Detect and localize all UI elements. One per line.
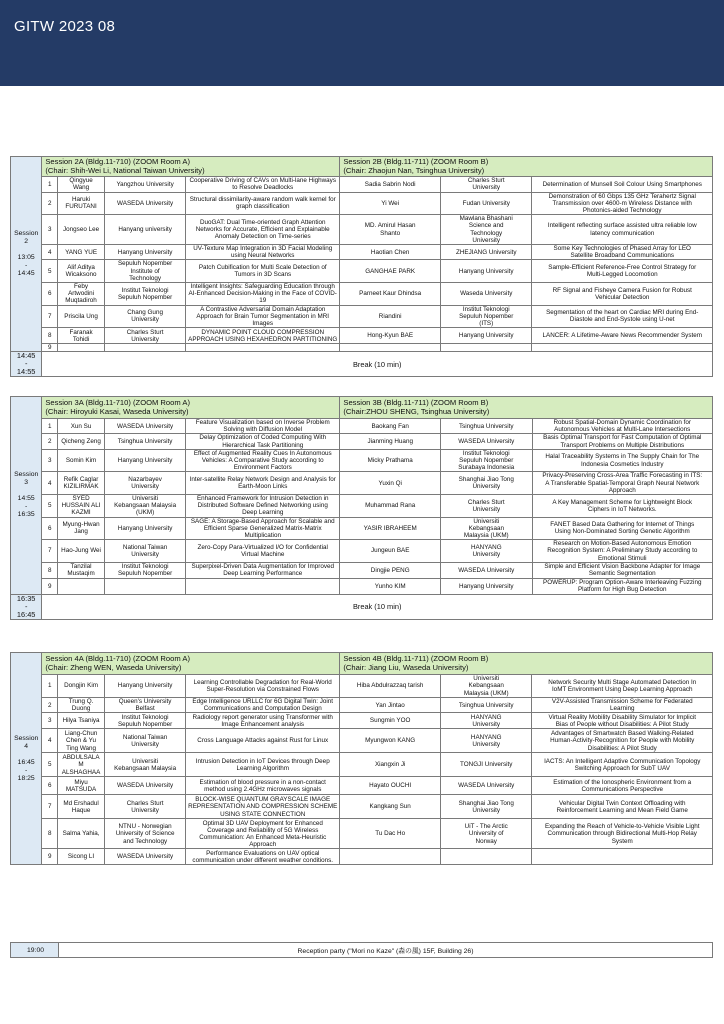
a-paper-title: Enhanced Framework for Intrusion Detection in Distributed Software Defined Networking using Deep Learning	[186, 495, 340, 518]
paper-number: 8	[42, 562, 58, 578]
b-affiliation: Institut Teknologi Sepuluh Nopember Surabaya Indonesia	[441, 449, 533, 472]
a-affiliation: Institut Teknologi Sepuluh Nopember	[105, 713, 186, 729]
b-affiliation: Institut Teknologi Sepuluh Nopember (ITS)	[440, 305, 532, 328]
session-time-label: Session 3 14:55 - 16:35	[11, 397, 42, 595]
b-paper-title: Determination of Munsell Soil Colour Using Smartphones	[532, 177, 713, 192]
a-affiliation: NTNU - Norwegian University of Science and Technology	[105, 819, 186, 849]
table-row	[11, 495, 713, 518]
a-author: Tanzilal Mustaqim	[58, 562, 105, 578]
b-paper-title: Estimation of the Ionospheric Environment from a Communications Perspective	[532, 777, 713, 795]
b-affiliation: Shanghai Jiao Tong University	[440, 795, 532, 819]
session-block-4	[10, 652, 713, 865]
a-paper-title: Effect of Augmented Reality Cues In Autonomous Vehicles: A Comparative Study according to Environment Factors	[186, 449, 340, 472]
b-paper-title: Research on Motion-Based Autonomous Emotion Recognition System: A Preliminary Study according to Emotional Stimuli	[532, 540, 712, 563]
break-label: Break (10 min)	[42, 594, 713, 619]
a-paper-title: Optimal 3D UAV Deployment for Enhanced Coverage and Reliability of 5G Wireless Communication: An Enhanced Meta-Heuristic Approach	[186, 819, 340, 849]
b-author: Hong-Kyun BAE	[340, 328, 441, 344]
session-b-header: Session 3B (Bldg.11-711) (ZOOM Room B) (Chair:ZHOU SHENG, Tsinghua University)	[340, 397, 713, 419]
paper-number: 9	[42, 849, 58, 865]
page-title: GITW 2023 08	[14, 18, 116, 35]
a-affiliation: Hanyang university	[105, 215, 186, 245]
a-author: Dongjin Kim	[58, 675, 105, 698]
b-author: Sungmin YOO	[340, 713, 441, 729]
b-author: Micky Prathama	[340, 449, 441, 472]
table-row	[11, 260, 713, 283]
break-time: 16:35 - 16:45	[11, 594, 42, 619]
reception-text: Reception party ("Mori no Kaze" (森の風) 15F, Building 26)	[59, 943, 713, 958]
paper-number: 5	[42, 495, 58, 518]
paper-number: 3	[42, 713, 58, 729]
a-paper-title: Intelligent Insights: Safeguarding Education through AI-Enhanced Decision-Making in the Face of COVID- 19	[186, 283, 340, 306]
a-author: Myung-Hwan Jang	[58, 517, 105, 540]
a-affiliation: Queen's University Belfast	[105, 698, 186, 713]
b-affiliation: Charles Sturt University	[441, 495, 533, 518]
b-affiliation: HANYANG University	[440, 713, 532, 729]
break-label: Break (10 min)	[42, 352, 713, 377]
table-row	[11, 753, 713, 777]
table-row	[11, 305, 713, 328]
table-row	[11, 419, 713, 434]
a-author: ABDULSALA M ALSHAGHAA	[58, 753, 105, 777]
b-paper-title: Virtual Reality Mobility Disability Simulator for Implicit Bias of People without Disabilities: A Pilot Study	[532, 713, 713, 729]
b-paper-title: Advantages of Smartwatch Based Walking-Related Human-Activity-Recognition for People with Mobility Disabilities: A Pilot Study	[532, 729, 713, 753]
paper-number: 9	[42, 578, 58, 594]
a-author: Xun Su	[58, 419, 105, 434]
b-author: Baokang Fan	[340, 419, 441, 434]
a-paper-title: Edge Intelligence URLLC for 6G Digital Twin: Joint Communications and Computation Design	[186, 698, 340, 713]
a-affiliation: Chang Gung University	[105, 305, 186, 328]
table-row	[11, 344, 713, 352]
a-author: Feby Artwodini Muqtadiroh	[58, 283, 105, 306]
b-author: Dingjie PENG	[340, 562, 441, 578]
b-paper-title: POWERUP: Program Option-Aware Interleaving Fuzzing Platform for High Bug Detection	[532, 578, 712, 594]
a-paper-title	[186, 344, 340, 352]
a-paper-title: Delay Optimization of Coded Computing With Hierarchical Task Partitioning	[186, 434, 340, 449]
b-author: MD. Amirul Hasan Shanto	[340, 215, 441, 245]
a-author: Salma Yahia,	[58, 819, 105, 849]
b-author: Yuxin Qi	[340, 472, 441, 495]
b-author	[340, 849, 441, 865]
b-author: Haotian Chen	[340, 245, 441, 260]
a-affiliation: Hanyang University	[105, 517, 186, 540]
table-row	[11, 472, 713, 495]
a-paper-title: Performance Evaluations on UAV optical communication under different weather conditions.	[186, 849, 340, 865]
session-b-header: Session 4B (Bldg.11-711) (ZOOM Room B) (Chair: Jiang Liu, Waseda University)	[340, 653, 713, 675]
b-author: Riandini	[340, 305, 441, 328]
a-affiliation: National Taiwan University	[105, 540, 186, 563]
a-author	[58, 578, 105, 594]
b-affiliation: Hanyang University	[441, 578, 533, 594]
table-row	[11, 540, 713, 563]
b-author: Yan Jintao	[340, 698, 441, 713]
a-author: Alif Aditya Wicaksono	[58, 260, 105, 283]
paper-number: 6	[42, 777, 58, 795]
table-row	[11, 562, 713, 578]
table-row	[11, 675, 713, 698]
a-paper-title: UV-Texture Map Integration in 3D Facial Modeling using Neural Networks	[186, 245, 340, 260]
table-row	[11, 819, 713, 849]
b-paper-title: Basis Optimal Transport for Fast Computation of Optimal Transport Problems on Multiple Distributions	[532, 434, 712, 449]
a-affiliation: Nazarbayev University	[105, 472, 186, 495]
reception-row	[10, 942, 713, 958]
b-affiliation: Fudan University	[440, 192, 532, 215]
a-author: SYED HUSSAIN ALI KAZMI	[58, 495, 105, 518]
b-affiliation: TONGJI University	[440, 753, 532, 777]
paper-number: 8	[42, 819, 58, 849]
b-affiliation: Tsinghua University	[440, 698, 532, 713]
b-author: Hiba Abdulrazzaq tarish	[340, 675, 441, 698]
paper-number: 2	[42, 192, 58, 215]
a-affiliation	[105, 578, 186, 594]
b-paper-title: RF Signal and Fisheye Camera Fusion for Robust Vehicular Detection	[532, 283, 713, 306]
a-paper-title: DuoGAT: Dual Time-oriented Graph Attention Networks for Accurate, Efficient and Explainable Anomaly Detection on Time-series	[186, 215, 340, 245]
paper-number: 3	[42, 215, 58, 245]
break-row	[11, 594, 713, 619]
b-paper-title: A Key Management Scheme for Lightweight Block Ciphers in IoT Networks.	[532, 495, 712, 518]
reception-time: 19:00	[11, 943, 59, 958]
session-block-2	[10, 156, 713, 377]
a-paper-title: Inter-satellite Relay Network Design and Analysis for Earth-Moon Links	[186, 472, 340, 495]
b-paper-title: Simple and Efficient Vision Backbone Adapter for Image Semantic Segmentation	[532, 562, 712, 578]
b-author: Yunho KIM	[340, 578, 441, 594]
b-paper-title: V2V-Assisted Transmission Scheme for Federated Learning	[532, 698, 713, 713]
paper-number: 9	[42, 344, 58, 352]
a-affiliation	[105, 344, 186, 352]
paper-number: 5	[42, 260, 58, 283]
table-row	[11, 517, 713, 540]
b-author: GANGHAE PARK	[340, 260, 441, 283]
a-paper-title: Structural dissimilarity-aware random walk kernel for graph classification	[186, 192, 340, 215]
b-paper-title: Intelligent reflecting surface assisted ultra reliable low latency communication	[532, 215, 713, 245]
b-affiliation: Waseda University	[440, 283, 532, 306]
a-affiliation: Hanyang University	[105, 449, 186, 472]
a-affiliation: Institut Teknologi Sepuluh Nopember	[105, 562, 186, 578]
table-row	[11, 283, 713, 306]
a-affiliation: Yangzhou University	[105, 177, 186, 192]
a-author: Priscila Ung	[58, 305, 105, 328]
paper-number: 1	[42, 177, 58, 192]
session-a-header: Session 2A (Bldg.11-710) (ZOOM Room A) (Chair: Shih-Wei Li, National Taiwan University)	[42, 157, 340, 177]
session-block-3	[10, 396, 713, 620]
b-paper-title: LANCER: A Lifetime-Aware News Recommender System	[532, 328, 713, 344]
b-author: Kangkang Sun	[340, 795, 441, 819]
a-affiliation: National Taiwan University	[105, 729, 186, 753]
session-time-label: Session 2 13:05 - 14:45	[11, 157, 42, 352]
paper-number: 6	[42, 517, 58, 540]
a-affiliation: Charles Sturt University	[105, 795, 186, 819]
b-author: Yi Wei	[340, 192, 441, 215]
b-paper-title: Sample-Efficient Reference-Free Control Strategy for Multi-Legged Locomotion	[532, 260, 713, 283]
a-author: Haruki FURUTANI	[58, 192, 105, 215]
a-affiliation: Hanyang University	[105, 245, 186, 260]
table-row	[11, 192, 713, 215]
a-paper-title: Patch Cubification for Multi Scale Detection of Tumors in 3D Scans	[186, 260, 340, 283]
b-affiliation: ZHEJIANG University	[440, 245, 532, 260]
b-affiliation: UiT - The Arctic University of Norway	[440, 819, 532, 849]
b-paper-title: Privacy-Preserving Cross-Area Traffic Forecasting in ITS: A Transferable Spatial-Temporal Graph Neural Network Approach	[532, 472, 712, 495]
a-author: Faranak Tohidi	[58, 328, 105, 344]
a-author: Somin Kim	[58, 449, 105, 472]
b-paper-title: Some Key Technologies of Phased Array for LEO Satellite Broadband Communications	[532, 245, 713, 260]
b-affiliation: Mawlana Bhashani Science and Technology University	[440, 215, 532, 245]
b-affiliation: Shanghai Jiao Tong University	[441, 472, 533, 495]
session-time-label: Session 4 16:45 - 18:25	[11, 653, 42, 865]
a-author: Sicong LI	[58, 849, 105, 865]
b-paper-title	[532, 344, 713, 352]
a-affiliation: WASEDA University	[105, 777, 186, 795]
a-affiliation: Universiti Kebangsaan Malaysia (UKM)	[105, 495, 186, 518]
a-paper-title: Cross Language Attacks against Rust for Linux	[186, 729, 340, 753]
a-author: Jongseo Lee	[58, 215, 105, 245]
a-paper-title: Feature Visualization based on Inverse Problem Solving with Diffusion Model	[186, 419, 340, 434]
table-row	[11, 578, 713, 594]
a-author: Md Ershadul Haque	[58, 795, 105, 819]
b-author: Muhammad Rana	[340, 495, 441, 518]
b-affiliation: Tsinghua University	[441, 419, 533, 434]
a-author: Liang-Chun Chen & Yu Ting Wang	[58, 729, 105, 753]
paper-number: 3	[42, 449, 58, 472]
table-row	[11, 729, 713, 753]
a-affiliation: Charles Sturt University	[105, 328, 186, 344]
a-affiliation: Hanyang University	[105, 675, 186, 698]
b-affiliation: WASEDA University	[440, 777, 532, 795]
paper-number: 7	[42, 795, 58, 819]
a-paper-title: BLOCK-WISE QUANTUM GRAYSCALE IMAGE REPRESENTATION AND COMPRESSION SCHEME USING STATE CONNECTION	[186, 795, 340, 819]
a-author: Qicheng Zeng	[58, 434, 105, 449]
b-paper-title: Expanding the Reach of Vehicle-to-Vehicle Visible Light Communication through Bidirectional Multi-Hop Relay System	[532, 819, 713, 849]
a-paper-title: Intrusion Detection in IoT Devices through Deep Learning Algorithm	[186, 753, 340, 777]
b-author: Hayato OUCHI	[340, 777, 441, 795]
b-paper-title: Halal Traceability Systems in The Supply Chain for The Indonesia Cosmetics Industry	[532, 449, 712, 472]
b-author: Sadia Sabrin Nodi	[340, 177, 441, 192]
a-affiliation: Universiti Kebangsaan Malaysia	[105, 753, 186, 777]
b-affiliation: HANYANG University	[441, 540, 533, 563]
b-affiliation	[440, 344, 532, 352]
table-row	[11, 328, 713, 344]
a-author	[58, 344, 105, 352]
b-paper-title: Network Security Multi Stage Automated Detection In IoMT Environment Using Deep Learning Approach	[532, 675, 713, 698]
b-affiliation: Charles Sturt University	[440, 177, 532, 192]
session-b-header: Session 2B (Bldg.11-711) (ZOOM Room B) (Chair: Zhaojun Nan, Tsinghua University)	[340, 157, 713, 177]
b-affiliation: Hanyang University	[440, 328, 532, 344]
paper-number: 6	[42, 283, 58, 306]
paper-number: 5	[42, 753, 58, 777]
session-a-header: Session 3A (Bldg.11-710) (ZOOM Room A) (Chair: Hiroyuki Kasai, Waseda University)	[42, 397, 340, 419]
a-author: Trung Q. Duong	[58, 698, 105, 713]
b-author: YASIR IBRAHEEM	[340, 517, 441, 540]
b-paper-title: Vehicular Digital Twin Context Offloading with Reinforcement Learning and Mean Field Game	[532, 795, 713, 819]
b-affiliation: Universiti Kebangsaan Malaysia (UKM)	[441, 517, 533, 540]
a-paper-title: A Contrastive Adversarial Domain Adaptation Approach for Brain Tumor Segmentation in MRI Images	[186, 305, 340, 328]
paper-number: 1	[42, 675, 58, 698]
b-affiliation: Hanyang University	[440, 260, 532, 283]
b-affiliation: WASEDA University	[441, 434, 533, 449]
a-paper-title	[186, 578, 340, 594]
paper-number: 2	[42, 434, 58, 449]
b-author: Tu Dac Ho	[340, 819, 441, 849]
a-paper-title: DYNAMIC POINT CLOUD COMPRESSION APPROACH USING HEXAHEDRON PARTITIONING	[186, 328, 340, 344]
table-row	[11, 777, 713, 795]
table-row	[11, 245, 713, 260]
a-author: Hao-Jung Wei	[58, 540, 105, 563]
a-paper-title: Superpixel-Driven Data Augmentation for Improved Deep Learning Performance	[186, 562, 340, 578]
b-author: Parneet Kaur Dhindsa	[340, 283, 441, 306]
b-paper-title: IACTS: An Intelligent Adaptive Communication Topology Switching Approach for SubT UAV	[532, 753, 713, 777]
table-row	[11, 215, 713, 245]
b-author: Jianming Huang	[340, 434, 441, 449]
a-author: Qingyue Wang	[58, 177, 105, 192]
b-paper-title	[532, 849, 713, 865]
a-affiliation: Tsinghua University	[105, 434, 186, 449]
b-paper-title: Robust Spatial-Domain Dynamic Coordination for Autonomous Vehicles at Multi-Lane Intersections	[532, 419, 712, 434]
a-paper-title: Radiology report generator using Transformer with Image Enhancement analysis	[186, 713, 340, 729]
a-affiliation: WASEDA University	[105, 419, 186, 434]
a-author: Refik Caglar KIZILIRMAK	[58, 472, 105, 495]
table-row	[11, 795, 713, 819]
paper-number: 8	[42, 328, 58, 344]
a-affiliation: Sepuluh Nopember Institute of Technology	[105, 260, 186, 283]
a-affiliation: WASEDA University	[105, 192, 186, 215]
a-paper-title: Zero-Copy Para-Virtualized I/O for Confidential Virtual Machine	[186, 540, 340, 563]
b-affiliation	[440, 849, 532, 865]
paper-number: 7	[42, 540, 58, 563]
a-paper-title: Cooperative Driving of CAVs on Multi-lane Highways to Resolve Deadlocks	[186, 177, 340, 192]
b-author	[340, 344, 441, 352]
a-affiliation: WASEDA University	[105, 849, 186, 865]
b-paper-title: FANET Based Data Gathering for Internet of Things Using Non-Dominated Sorting Genetic Algorithm	[532, 517, 712, 540]
b-paper-title: Demonstration of 60 Gbps 135 GHz Terahertz Signal Transmission over 4600-m Wireless Distance with Photonics-aided Technology	[532, 192, 713, 215]
paper-number: 4	[42, 472, 58, 495]
paper-number: 1	[42, 419, 58, 434]
a-author: Miyu MATSUDA	[58, 777, 105, 795]
b-author: Myungwon KANG	[340, 729, 441, 753]
paper-number: 4	[42, 245, 58, 260]
table-row	[11, 434, 713, 449]
a-paper-title: Learning Controllable Degradation for Real-World Super-Resolution via Constrained Flows	[186, 675, 340, 698]
paper-number: 7	[42, 305, 58, 328]
session-a-header: Session 4A (Bldg.11-710) (ZOOM Room A) (Chair: Zheng WEN, Waseda University)	[42, 653, 340, 675]
b-affiliation: HANYANG University	[440, 729, 532, 753]
b-author: Jungeun BAE	[340, 540, 441, 563]
a-paper-title: Estimation of blood pressure in a non-contact method using 2.4GHz microwaves signals	[186, 777, 340, 795]
b-paper-title: Segmentation of the heart on Cardiac MRI during End- Diastole and End-Systole using U-net	[532, 305, 713, 328]
break-time: 14:45 - 14:55	[11, 352, 42, 377]
a-paper-title: SAGE: A Storage-Based Approach for Scalable and Efficient Sparse Generalized Matrix-Matrix Multiplication	[186, 517, 340, 540]
b-affiliation: WASEDA University	[441, 562, 533, 578]
table-row	[11, 698, 713, 713]
a-author: Hilya Tsaniya	[58, 713, 105, 729]
a-affiliation: Institut Teknologi Sepuluh Nopember	[105, 283, 186, 306]
a-author: YANG YUE	[58, 245, 105, 260]
table-row	[11, 713, 713, 729]
paper-number: 2	[42, 698, 58, 713]
table-row	[11, 177, 713, 192]
b-author: Xiangxin Ji	[340, 753, 441, 777]
table-row	[11, 449, 713, 472]
b-affiliation: Universiti Kebangsaan Malaysia (UKM)	[440, 675, 532, 698]
paper-number: 4	[42, 729, 58, 753]
table-row	[11, 849, 713, 865]
break-row	[11, 352, 713, 377]
page-header-banner	[0, 0, 724, 86]
